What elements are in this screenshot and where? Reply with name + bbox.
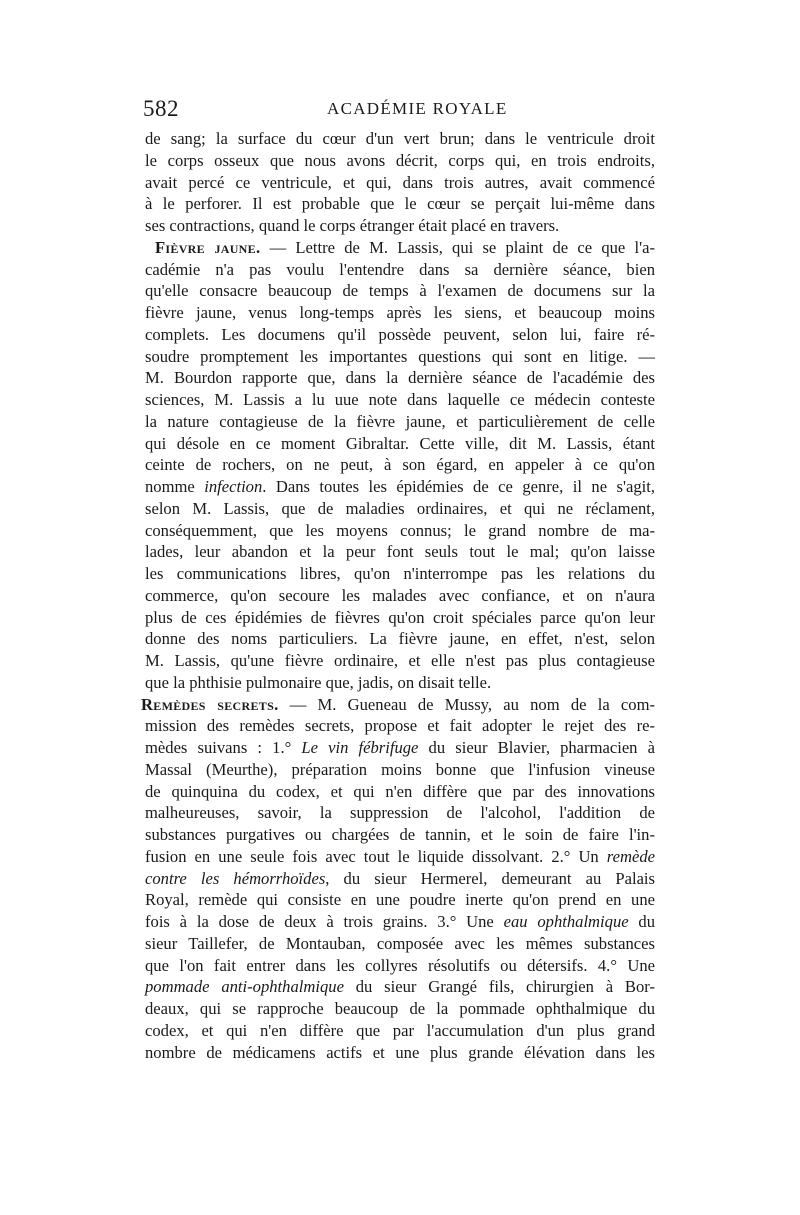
text-line: commerce, qu'on secoure les malades avec confiance, et on n'aura [145, 585, 655, 605]
text-line: qui désole en ce moment Gibraltar. Cette ville, dit M. Lassis, étant [145, 433, 655, 453]
text-line: les communications libres, qu'on n'interrompe pas les relations du [145, 564, 655, 583]
text-line: que la phthisie pulmonaire que, jadis, on disait telle. [145, 672, 492, 692]
text-line: mission des remèdes secrets, propose et fait adopter le rejet des re- [145, 716, 655, 736]
page-header [143, 96, 658, 126]
body-text [141, 128, 656, 1063]
text-line: à le perforer. Il est probable que le cœur se perçait lui-même dans [145, 194, 655, 214]
text-line: M. Bourdon rapporte que, dans la dernière séance de l'académie des [145, 368, 655, 388]
text-line: selon M. Lassis, que de maladies ordinaires, et qui ne réclament, [145, 498, 655, 518]
text-line: sieur Taillefer, de Montauban, composée avec les mêmes substances [145, 933, 655, 953]
running-head: ACADÉMIE ROYALE [327, 99, 508, 118]
text-line: ses contractions, quand le corps étranger était placé en travers. [145, 216, 560, 235]
text-line: que l'on fait entrer dans les collyres résolutifs ou détersifs. 4.° Une [145, 955, 655, 975]
text-line: M. Lassis, qu'une fièvre ordinaire, et elle n'est pas plus contagieuse [145, 651, 655, 670]
text-line: pommade anti-ophthalmique du sieur Grangé fils, chirurgien à Bor- [145, 977, 655, 997]
text-line: de quinquina du codex, et qui n'en diffère que par des innovations [145, 781, 655, 801]
text-line: contre les hémorrhoïdes, du sieur Hermerel, demeurant au Palais [145, 868, 656, 888]
text-line: qu'elle consacre beaucoup de temps à l'examen de documens sur la [145, 281, 655, 301]
text-line: malheureuses, savoir, la suppression de l'alcohol, l'addition de [145, 803, 655, 823]
text-line: mèdes suivans : 1.° Le vin fébrifuge du sieur Blavier, pharmacien à [145, 738, 655, 757]
text-line: sciences, M. Lassis a lu uue note dans laquelle ce médecin conteste [145, 390, 655, 409]
text-line: ceinte de rochers, on ne peut, à son égard, en appeler à ce qu'on [145, 455, 655, 475]
text-line: substances purgatives ou chargées de tannin, et le soin de faire l'in- [145, 825, 655, 844]
text-line: complets. Les documens qu'il possède peuvent, selon lui, faire ré- [145, 324, 655, 344]
text-line: deaux, qui se rapproche beaucoup de la pommade ophthalmique du [145, 999, 655, 1018]
text-line: de sang; la surface du cœur d'un vert brun; dans le ventricule droit [145, 129, 655, 148]
page-number: 582 [143, 96, 179, 121]
text-line: donne des noms particuliers. La fièvre jaune, en effet, n'est, selon [145, 629, 655, 649]
text-line: codex, et qui n'en diffère que par l'accumulation d'un plus grand [145, 1020, 655, 1040]
text-line: la nature contagieuse de la fièvre jaune, et particulièrement de celle [145, 411, 655, 431]
text-line: Fièvre jaune. — Lettre de M. Lassis, qui se plaint de ce que l'a- [155, 237, 655, 257]
text-line: fois à la dose de deux à trois grains. 3.° Une eau ophthalmique du [145, 912, 655, 931]
text-line: Massal (Meurthe), préparation moins bonne que l'infusion vineuse [145, 759, 655, 779]
text-line: avait percé ce ventricule, et qui, dans trois autres, avait commencé [145, 172, 655, 192]
text-line: conséquemment, que les moyens connus; le grand nombre de ma- [145, 520, 655, 540]
text-line: cadémie n'a pas voulu l'entendre dans sa dernière séance, bien [145, 259, 655, 279]
text-line: fusion en une seule fois avec tout le liquide dissolvant. 2.° Un remède [145, 846, 655, 866]
text-line: Remèdes secrets. — M. Gueneau de Mussy, au nom de la com- [141, 694, 655, 714]
text-line: plus de ces épidémies de fièvres qu'on croit spéciales parce qu'on leur [145, 607, 655, 627]
text-line: soudre promptement les importantes questions qui sont en litige. — [145, 346, 655, 366]
text-line: nomme infection. Dans toutes les épidémies de ce genre, il ne s'agit, [145, 477, 655, 496]
text-line: le corps osseux que nous avons décrit, corps qui, en trois endroits, [145, 150, 655, 170]
text-line: nombre de médicamens actifs et une plus grande élévation dans les [145, 1042, 655, 1062]
text-line: Royal, remède qui consiste en une poudre inerte qu'on prend en une [145, 890, 655, 910]
text-line: lades, leur abandon et la peur font seuls tout le mal; qu'on laisse [145, 542, 655, 562]
text-line: fièvre jaune, venus long-temps après les siens, et beaucoup moins [145, 303, 655, 322]
